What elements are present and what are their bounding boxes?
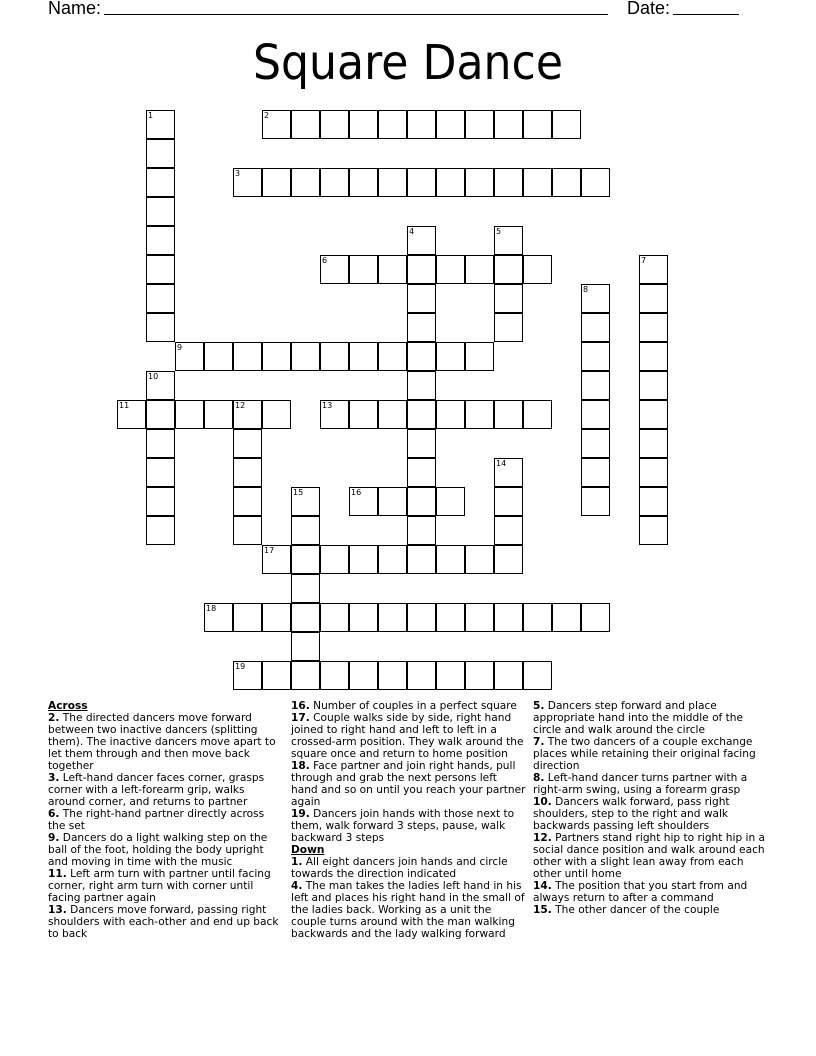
- crossword-cell[interactable]: [349, 168, 378, 197]
- clue-number: 2: [264, 111, 270, 120]
- crossword-cell[interactable]: [146, 516, 175, 545]
- crossword-cell[interactable]: [494, 226, 523, 255]
- crossword-cell[interactable]: [494, 516, 523, 545]
- crossword-cell[interactable]: [465, 603, 494, 632]
- crossword-cell[interactable]: [262, 661, 291, 690]
- crossword-cell[interactable]: [639, 429, 668, 458]
- crossword-cell[interactable]: [581, 400, 610, 429]
- page-title: Square Dance: [252, 35, 564, 91]
- crossword-cell[interactable]: [494, 313, 523, 342]
- crossword-cell[interactable]: [523, 400, 552, 429]
- crossword-cell[interactable]: [494, 661, 523, 690]
- crossword-cell[interactable]: [465, 255, 494, 284]
- crossword-cell[interactable]: [407, 255, 436, 284]
- crossword-cell[interactable]: [378, 255, 407, 284]
- crossword-cell[interactable]: [494, 458, 523, 487]
- crossword-cell[interactable]: [407, 458, 436, 487]
- crossword-cell[interactable]: [262, 545, 291, 574]
- crossword-cell[interactable]: [320, 342, 349, 371]
- crossword-cell[interactable]: [407, 371, 436, 400]
- crossword-cell[interactable]: [320, 661, 349, 690]
- clue-down-12: 12. Partners stand right hip to right hip in a social dance position and walk around each other with a slight lean away from each other until home: [533, 832, 766, 880]
- crossword-cell[interactable]: [320, 545, 349, 574]
- crossword-cell[interactable]: [436, 168, 465, 197]
- crossword-cell[interactable]: [291, 545, 320, 574]
- clues-column-3: [533, 700, 768, 916]
- crossword-cell[interactable]: [407, 603, 436, 632]
- crossword-cell[interactable]: [175, 400, 204, 429]
- crossword-cell[interactable]: [581, 487, 610, 516]
- crossword-cell[interactable]: [291, 168, 320, 197]
- crossword-cell[interactable]: [146, 371, 175, 400]
- clue-across-2: 2. The directed dancers move forward between two inactive dancers (splitting them). The inactive dancers move apart to let them through and then move back together: [48, 712, 276, 772]
- crossword-cell[interactable]: [378, 168, 407, 197]
- crossword-cell[interactable]: [378, 487, 407, 516]
- clue-number: 6: [322, 256, 328, 265]
- crossword-cell[interactable]: [291, 516, 320, 545]
- crossword-cell[interactable]: [291, 110, 320, 139]
- crossword-cell[interactable]: [436, 342, 465, 371]
- crossword-cell[interactable]: [494, 255, 523, 284]
- clue-number: 15: [293, 488, 304, 497]
- crossword-cell[interactable]: [320, 603, 349, 632]
- crossword-cell[interactable]: [407, 516, 436, 545]
- crossword-cell[interactable]: [291, 632, 320, 661]
- crossword-cell[interactable]: [581, 603, 610, 632]
- crossword-cell[interactable]: [581, 342, 610, 371]
- clue-number: 12: [235, 401, 246, 410]
- crossword-cell[interactable]: [233, 342, 262, 371]
- clue-number: 11: [119, 401, 130, 410]
- crossword-cell[interactable]: [465, 661, 494, 690]
- crossword-cell[interactable]: [494, 168, 523, 197]
- crossword-cell[interactable]: [639, 255, 668, 284]
- crossword-cell[interactable]: [407, 342, 436, 371]
- crossword-cell[interactable]: [581, 313, 610, 342]
- clue-down-14: 14. The position that you start from and always return to after a command: [533, 880, 748, 904]
- crossword-cell[interactable]: [291, 342, 320, 371]
- crossword-cell[interactable]: [146, 487, 175, 516]
- crossword-cell[interactable]: [407, 429, 436, 458]
- crossword-cell[interactable]: [465, 400, 494, 429]
- crossword-cell[interactable]: [291, 574, 320, 603]
- crossword-cell[interactable]: [233, 516, 262, 545]
- date-label: Date:: [627, 0, 671, 18]
- crossword-cell[interactable]: [262, 110, 291, 139]
- crossword-cell[interactable]: [407, 110, 436, 139]
- crossword-cell[interactable]: [494, 487, 523, 516]
- crossword-cell[interactable]: [146, 110, 175, 139]
- crossword-cell[interactable]: [204, 342, 233, 371]
- crossword-cell[interactable]: [552, 168, 581, 197]
- crossword-cell[interactable]: [581, 168, 610, 197]
- crossword-cell[interactable]: [465, 342, 494, 371]
- clue-down-8: 8. Left-hand dancer turns partner with a right-arm swing, using a forearm grasp: [533, 772, 748, 796]
- crossword-cell[interactable]: [378, 400, 407, 429]
- crossword-cell[interactable]: [378, 661, 407, 690]
- crossword-cell[interactable]: [436, 255, 465, 284]
- crossword-cell[interactable]: [349, 342, 378, 371]
- clues-column-2: [291, 700, 526, 940]
- crossword-cell[interactable]: [204, 400, 233, 429]
- crossword-cell[interactable]: [407, 226, 436, 255]
- crossword-cell[interactable]: [639, 371, 668, 400]
- crossword-cell[interactable]: [233, 168, 262, 197]
- crossword-cell[interactable]: [233, 429, 262, 458]
- crossword-cell[interactable]: [639, 458, 668, 487]
- clue-number: 7: [641, 256, 647, 265]
- across-heading: Across: [48, 700, 88, 712]
- crossword-cell[interactable]: [436, 487, 465, 516]
- crossword-cell[interactable]: [523, 110, 552, 139]
- crossword-cell[interactable]: [291, 603, 320, 632]
- crossword-cell[interactable]: [233, 400, 262, 429]
- crossword-cell[interactable]: [378, 603, 407, 632]
- clue-down-1: 1. All eight dancers join hands and circle towards the direction indicated: [291, 856, 508, 880]
- name-field[interactable]: [104, 0, 608, 15]
- crossword-cell[interactable]: [349, 545, 378, 574]
- crossword-cell[interactable]: [581, 429, 610, 458]
- crossword-cell[interactable]: [523, 255, 552, 284]
- crossword-cell[interactable]: [407, 487, 436, 516]
- crossword-cell[interactable]: [552, 110, 581, 139]
- crossword-cell[interactable]: [146, 168, 175, 197]
- clue-down-5: 5. Dancers step forward and place appropriate hand into the middle of the circle and walk around the circle: [533, 700, 744, 736]
- crossword-cell[interactable]: [436, 110, 465, 139]
- crossword-cell[interactable]: [146, 429, 175, 458]
- clue-down-4: 4. The man takes the ladies left hand in his left and places his right hand in the small of the ladies back. Working as a unit the couple turns around with the man walking backwards and the lady walking forward: [291, 880, 525, 940]
- crossword-cell[interactable]: [378, 342, 407, 371]
- crossword-cell[interactable]: [378, 545, 407, 574]
- crossword-cell[interactable]: [523, 603, 552, 632]
- crossword-cell[interactable]: [146, 255, 175, 284]
- crossword-cell[interactable]: [552, 603, 581, 632]
- crossword-cell[interactable]: [639, 516, 668, 545]
- clue-number: 17: [264, 546, 275, 555]
- clues-column-1: [48, 700, 280, 940]
- crossword-cell[interactable]: [146, 226, 175, 255]
- crossword-cell[interactable]: [349, 603, 378, 632]
- crossword-cell[interactable]: [320, 400, 349, 429]
- clue-down-7: 7. The two dancers of a couple exchange places while retaining their original facing direction: [533, 736, 756, 772]
- clue-number: 3: [235, 169, 241, 178]
- name-label: Name:: [48, 0, 102, 18]
- crossword-cell[interactable]: [494, 603, 523, 632]
- crossword-cell[interactable]: [233, 603, 262, 632]
- crossword-cell[interactable]: [204, 603, 233, 632]
- crossword-cell[interactable]: [262, 603, 291, 632]
- clue-number: 19: [235, 662, 246, 671]
- crossword-cell[interactable]: [407, 168, 436, 197]
- crossword-cell[interactable]: [378, 110, 407, 139]
- crossword-cell[interactable]: [146, 313, 175, 342]
- date-field[interactable]: [673, 0, 739, 15]
- clue-across-6: 6. The right-hand partner directly across the set: [48, 808, 265, 832]
- clue-number: 10: [148, 372, 159, 381]
- crossword-cell[interactable]: [436, 661, 465, 690]
- clue-number: 9: [177, 343, 183, 352]
- crossword-cell[interactable]: [407, 545, 436, 574]
- clue-across-16: 16. Number of couples in a perfect square: [291, 700, 517, 712]
- crossword-cell[interactable]: [349, 255, 378, 284]
- crossword-cell[interactable]: [262, 168, 291, 197]
- crossword-cell[interactable]: [349, 487, 378, 516]
- crossword-cell[interactable]: [407, 313, 436, 342]
- crossword-grid: [117, 110, 677, 700]
- crossword-cell[interactable]: [494, 284, 523, 313]
- clue-across-9: 9. Dancers do a light walking step on the ball of the foot, holding the body upright and moving in time with the music: [48, 832, 268, 868]
- crossword-cell[interactable]: [349, 110, 378, 139]
- crossword-cell[interactable]: [291, 661, 320, 690]
- crossword-cell[interactable]: [465, 168, 494, 197]
- clue-number: 18: [206, 604, 217, 613]
- crossword-cell[interactable]: [436, 545, 465, 574]
- crossword-cell[interactable]: [146, 139, 175, 168]
- crossword-cell[interactable]: [639, 342, 668, 371]
- crossword-cell[interactable]: [436, 400, 465, 429]
- clue-number: 16: [351, 488, 362, 497]
- crossword-cell[interactable]: [175, 342, 204, 371]
- clue-across-3: 3. Left-hand dancer faces corner, grasps corner with a left-forearm grip, walks around corner, and returns to partner: [48, 772, 265, 808]
- header-line: [48, 0, 768, 19]
- crossword-cell[interactable]: [262, 342, 291, 371]
- clue-number: 5: [496, 227, 502, 236]
- crossword-cell[interactable]: [581, 284, 610, 313]
- crossword-cell[interactable]: [494, 110, 523, 139]
- crossword-cell[interactable]: [407, 400, 436, 429]
- crossword-cell[interactable]: [320, 168, 349, 197]
- clue-down-10: 10. Dancers walk forward, pass right shoulders, step to the right and walk backwards passing left shoulders: [533, 796, 730, 832]
- crossword-cell[interactable]: [436, 603, 465, 632]
- crossword-cell[interactable]: [262, 400, 291, 429]
- crossword-cell[interactable]: [146, 458, 175, 487]
- clue-number: 1: [148, 111, 154, 120]
- crossword-cell[interactable]: [407, 661, 436, 690]
- crossword-cell[interactable]: [349, 661, 378, 690]
- crossword-cell[interactable]: [523, 661, 552, 690]
- crossword-cell[interactable]: [523, 168, 552, 197]
- crossword-cell[interactable]: [639, 487, 668, 516]
- crossword-cell[interactable]: [146, 197, 175, 226]
- crossword-cell[interactable]: [233, 458, 262, 487]
- crossword-cell[interactable]: [407, 284, 436, 313]
- crossword-cell[interactable]: [639, 400, 668, 429]
- crossword-cell[interactable]: [639, 313, 668, 342]
- crossword-cell[interactable]: [320, 255, 349, 284]
- clue-number: 13: [322, 401, 333, 410]
- down-heading: Down: [291, 844, 325, 856]
- clue-across-19: 19. Dancers join hands with those next to them, walk forward 3 steps, pause, walk backward 3 steps: [291, 808, 515, 844]
- crossword-cell[interactable]: [349, 400, 378, 429]
- crossword-cell[interactable]: [146, 400, 175, 429]
- clue-across-13: 13. Dancers move forward, passing right shoulders with each-other and end up back to back: [48, 904, 279, 940]
- clue-across-11: 11. Left arm turn with partner until facing corner, right arm turn with corner until facing partner again: [48, 868, 271, 904]
- clue-down-15: 15. The other dancer of the couple: [533, 904, 720, 916]
- crossword-cell[interactable]: [117, 400, 146, 429]
- crossword-cell[interactable]: [494, 400, 523, 429]
- crossword-cell[interactable]: [146, 284, 175, 313]
- crossword-cell[interactable]: [494, 545, 523, 574]
- crossword-cell[interactable]: [291, 487, 320, 516]
- clue-across-18: 18. Face partner and join right hands, pull through and grab the next persons left hand and so on until you reach your partner again: [291, 760, 526, 808]
- crossword-cell[interactable]: [639, 284, 668, 313]
- clue-number: 4: [409, 227, 415, 236]
- crossword-cell[interactable]: [581, 371, 610, 400]
- clue-number: 14: [496, 459, 507, 468]
- crossword-cell[interactable]: [233, 487, 262, 516]
- crossword-cell[interactable]: [465, 545, 494, 574]
- clue-across-17: 17. Couple walks side by side, right hand joined to right hand and left to left in a crossed-arm position. They walk around the square once and return to home position: [291, 712, 524, 760]
- clue-number: 8: [583, 285, 589, 294]
- crossword-cell[interactable]: [465, 110, 494, 139]
- crossword-cell[interactable]: [320, 110, 349, 139]
- crossword-cell[interactable]: [581, 458, 610, 487]
- crossword-cell[interactable]: [233, 661, 262, 690]
